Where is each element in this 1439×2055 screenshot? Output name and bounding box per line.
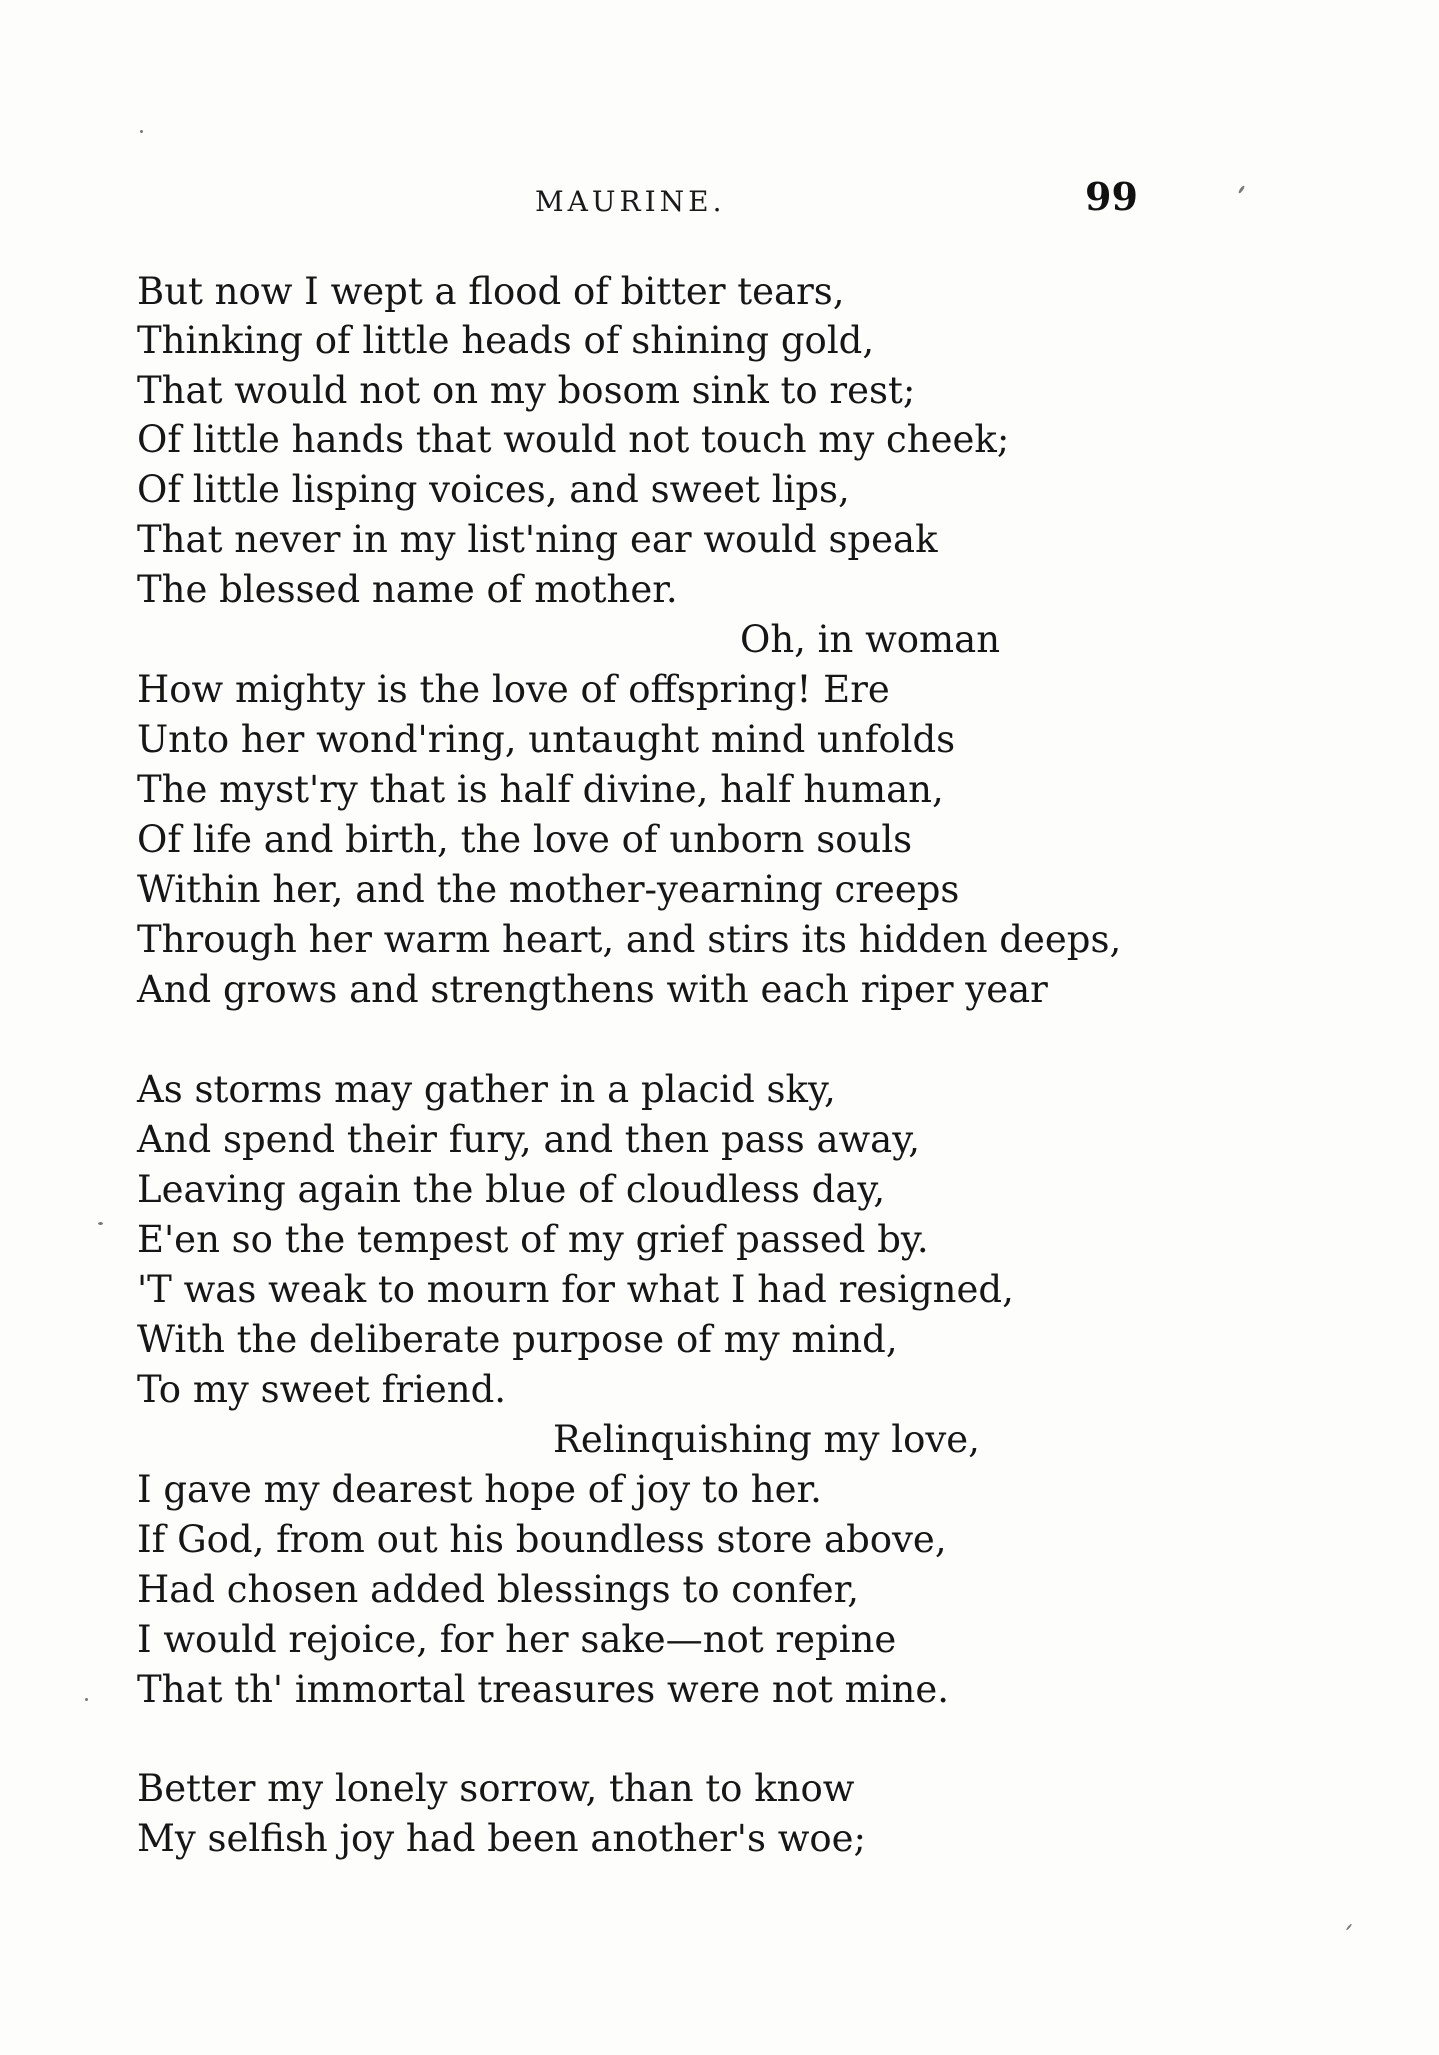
verse-line: Of life and birth, the love of unborn souls [137, 818, 913, 861]
verse-line: I would rejoice, for her sake—not repine [137, 1618, 897, 1661]
scan-speck [140, 130, 143, 133]
verse-line: That would not on my bosom sink to rest; [137, 369, 916, 412]
scan-speck [1238, 185, 1246, 194]
running-header-title: MAURINE. [535, 185, 726, 218]
verse-line: As storms may gather in a placid sky, [137, 1068, 836, 1111]
verse-line: The myst'ry that is half divine, half human, [137, 768, 944, 811]
verse-line: With the deliberate purpose of my mind, [137, 1318, 898, 1361]
verse-line: Within her, and the mother-yearning creeps [137, 868, 960, 911]
verse-line: That never in my list'ning ear would speak [137, 518, 938, 561]
verse-line: Had chosen added blessings to confer, [137, 1568, 860, 1611]
verse-line: But now I wept a flood of bitter tears, [137, 270, 845, 313]
verse-line: The blessed name of mother. [137, 568, 678, 611]
verse-line: And spend their fury, and then pass away, [137, 1118, 920, 1161]
verse-line-indented: Relinquishing my love, [553, 1418, 980, 1461]
verse-line: Of little lisping voices, and sweet lips, [137, 468, 850, 511]
scan-speck [85, 1698, 88, 1701]
verse-line-indented: Oh, in woman [740, 618, 1001, 661]
verse-line: To my sweet friend. [137, 1368, 507, 1411]
verse-line: Thinking of little heads of shining gold, [137, 319, 875, 362]
verse-line: How mighty is the love of offspring! Ere [137, 668, 890, 711]
verse-line: My selfish joy had been another's woe; [137, 1817, 867, 1860]
verse-line: Unto her wond'ring, untaught mind unfolds [137, 718, 956, 761]
verse-line: And grows and strengthens with each riper year [137, 968, 1048, 1011]
verse-line: Better my lonely sorrow, than to know [137, 1767, 855, 1810]
verse-line: If God, from out his boundless store above, [137, 1518, 947, 1561]
verse-line: 'T was weak to mourn for what I had resigned, [137, 1268, 1014, 1311]
scan-speck [98, 1222, 103, 1225]
scan-speck [1346, 1923, 1353, 1930]
verse-line: Of little hands that would not touch my cheek; [137, 418, 1010, 461]
verse-line: I gave my dearest hope of joy to her. [137, 1468, 822, 1511]
verse-line: E'en so the tempest of my grief passed by. [137, 1218, 929, 1261]
page-number: 99 [1085, 174, 1138, 219]
verse-line: Through her warm heart, and stirs its hidden deeps, [137, 918, 1122, 961]
verse-line: Leaving again the blue of cloudless day, [137, 1168, 886, 1211]
verse-line: That th' immortal treasures were not mine. [137, 1668, 950, 1711]
